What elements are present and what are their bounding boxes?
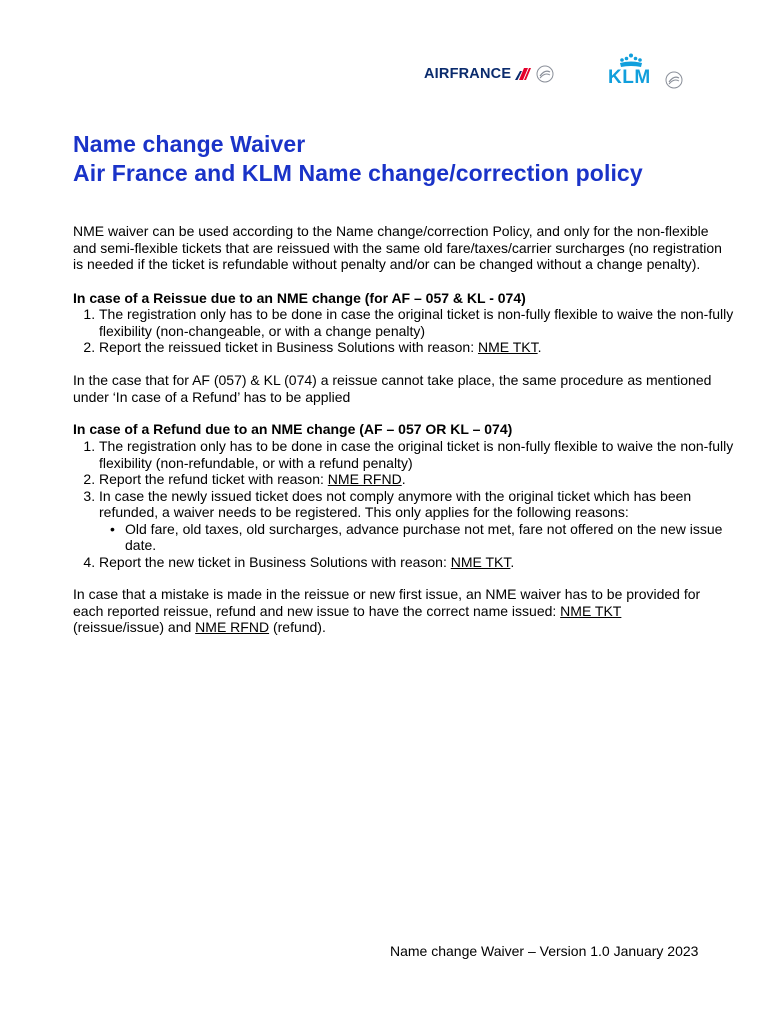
klm-wordmark: KLM bbox=[608, 67, 651, 88]
list-item-text: The registration only has to be done in case the original ticket is non-fully flexible to waive the non-fully flexibility (non-changeable, or with a change penalty) bbox=[99, 306, 734, 339]
list-item-text: Report the reissued ticket in Business Solutions with reason: bbox=[99, 339, 478, 355]
reissue-section-heading: In case of a Reissue due to an NME change (for AF – 057 & KL - 074) bbox=[73, 290, 526, 306]
reason-code: NME RFND bbox=[327, 471, 402, 487]
document-subtitle: Air France and KLM Name change/correction policy bbox=[73, 160, 643, 186]
list-item bbox=[99, 339, 749, 356]
list-item-text: . bbox=[510, 553, 515, 570]
airline-logos bbox=[418, 50, 690, 94]
airfrance-logo bbox=[424, 64, 554, 84]
airfrance-stripes-icon bbox=[514, 67, 532, 81]
list-item-text: . bbox=[537, 339, 542, 355]
skyteam-seal-icon bbox=[665, 71, 683, 89]
list-item-text: Report the new ticket in Business Solutions with reason: bbox=[99, 553, 451, 570]
reason-code: NME TKT bbox=[560, 602, 622, 619]
mistake-paragraph bbox=[73, 586, 723, 636]
list-item-text: Report the refund ticket with reason: bbox=[99, 471, 328, 487]
list-item-text: The registration only has to be done in case the original ticket is non-fully flexible to waive the non-fully flexibility (non-refundable, or with a refund penalty) bbox=[99, 438, 734, 471]
refund-section-heading: In case of a Refund due to an NME change (AF – 057 OR KL – 074) bbox=[73, 421, 513, 437]
airfrance-wordmark: AIRFRANCE bbox=[424, 66, 512, 82]
reason-code: NME TKT bbox=[450, 553, 511, 570]
list-item bbox=[99, 488, 749, 554]
page-footer: Name change Waiver – Version 1.0 January 2023 bbox=[390, 943, 699, 959]
list-item bbox=[99, 554, 749, 571]
reasons-bullet-list bbox=[99, 521, 749, 554]
list-item bbox=[99, 471, 749, 488]
skyteam-seal-icon bbox=[536, 65, 554, 83]
list-item bbox=[99, 438, 749, 471]
bullet-item: • Old fare, old taxes, old surcharges, advance purchase not met, fare not offered on the new issue date. bbox=[125, 521, 749, 554]
paragraph-text: (refund). bbox=[269, 619, 326, 635]
klm-logo bbox=[607, 52, 691, 92]
reason-code: NME RFND bbox=[195, 619, 270, 635]
list-item-text: . bbox=[401, 471, 406, 487]
refund-steps-list bbox=[73, 438, 749, 570]
intro-paragraph: NME waiver can be used according to the Name change/correction Policy, and only for the non-flexible and semi-flexible tickets that are reissued with the same old fare/taxes/carrier surcharges (no registration is needed if the ticket is refundable without penalty and/or can be changed without a change penalty). bbox=[73, 223, 722, 272]
paragraph-text: (reissue/issue) and bbox=[73, 619, 196, 635]
document-title: Name change Waiver bbox=[73, 131, 306, 157]
reissue-note-paragraph: In the case that for AF (057) & KL (074) a reissue cannot take place, the same procedure as mentioned under ‘In case of a Refund’ has to be applied bbox=[73, 372, 712, 405]
list-item-text: In case the newly issued ticket does not comply anymore with the original ticket which has been refunded, a waiver needs to be registered. This only applies for the following reasons: bbox=[99, 487, 692, 520]
list-item bbox=[99, 306, 749, 339]
paragraph-text: In case that a mistake is made in the reissue or new first issue, an NME waiver has to be provided for each reported reissue, refund and new issue to have the correct name issued: bbox=[73, 586, 701, 619]
reason-code: NME TKT bbox=[477, 339, 538, 355]
reissue-steps-list bbox=[73, 306, 749, 356]
